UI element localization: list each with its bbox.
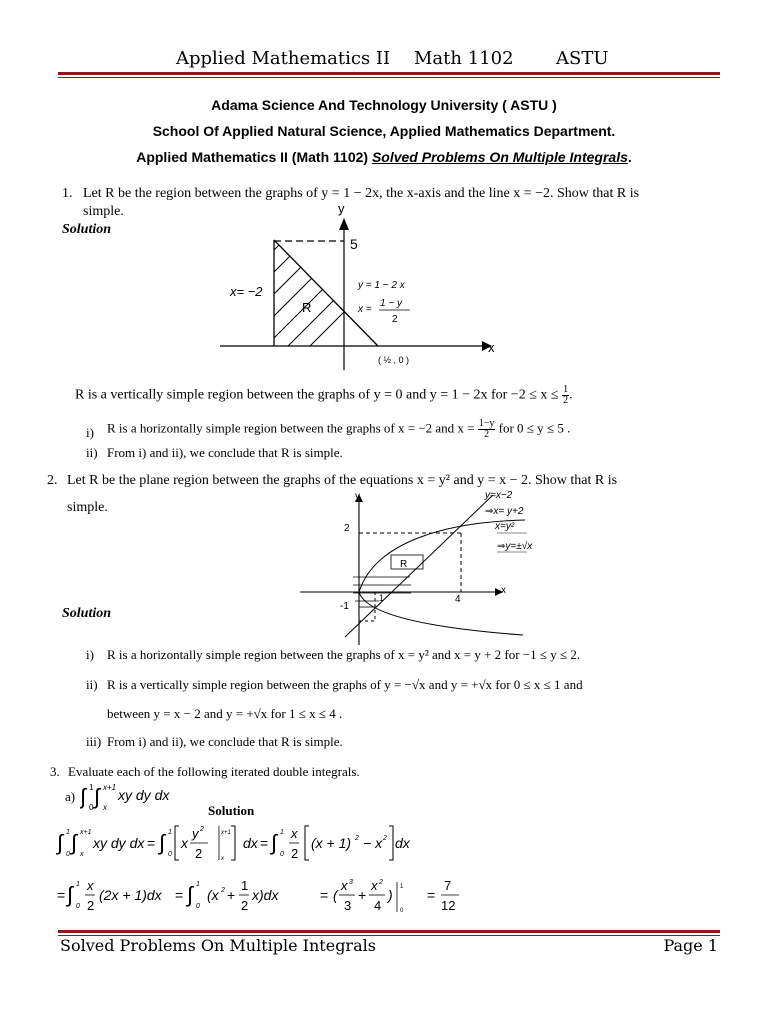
p1-graph-x-label: x bbox=[488, 340, 495, 355]
p1-number: 1. bbox=[62, 186, 73, 201]
p2-graph-eq1: y=x−2 bbox=[485, 490, 513, 501]
p1-item-ii: From i) and ii), we conclude that R is simple. bbox=[107, 445, 343, 460]
p1-solution-label: Solution bbox=[62, 222, 112, 237]
header-rule-thin bbox=[58, 77, 720, 78]
svg-text:∫: ∫ bbox=[67, 882, 74, 907]
svg-text:x: x bbox=[87, 878, 94, 893]
p3-working bbox=[55, 816, 475, 924]
svg-text:0: 0 bbox=[76, 903, 80, 910]
p1-graph-curve-eq2-den: 2 bbox=[392, 314, 398, 325]
svg-text:1: 1 bbox=[196, 881, 200, 888]
p2-statement-cont: simple. bbox=[67, 500, 108, 515]
title-course-line: Applied Mathematics II (Math 1102) Solved Problems On Multiple Integrals. bbox=[136, 149, 632, 165]
p1-graph-region-label: R bbox=[302, 300, 312, 315]
svg-text:∫: ∫ bbox=[71, 830, 78, 855]
svg-text:x: x bbox=[221, 856, 224, 862]
footer-title: Solved Problems On Multiple Integrals bbox=[60, 936, 376, 955]
svg-text:x: x bbox=[80, 851, 84, 858]
p2-graph-y-tick-bottom: -1 bbox=[340, 601, 349, 612]
p1-graph-y-tick: 5 bbox=[350, 236, 358, 252]
svg-text:x+1: x+1 bbox=[221, 830, 231, 836]
svg-text:(x + 1): (x + 1) bbox=[311, 835, 352, 851]
p3-integral bbox=[80, 780, 200, 814]
svg-text:=: = bbox=[320, 887, 329, 903]
p3-part-a-label: a) bbox=[65, 789, 76, 804]
p2-item-ii: R is a vertically simple region between the graphs of y = −√x and y = +√x for 0 ≤ x ≤ 1 and bbox=[107, 677, 583, 692]
p2-graph-eq2: ⇒x= y+2 bbox=[485, 506, 524, 517]
svg-text:∫: ∫ bbox=[94, 784, 101, 809]
svg-text:(x: (x bbox=[207, 887, 219, 903]
svg-text:3: 3 bbox=[344, 898, 352, 913]
svg-text:x+1: x+1 bbox=[80, 829, 92, 836]
svg-text:1: 1 bbox=[168, 829, 172, 836]
footer-rule-thick bbox=[58, 930, 720, 933]
p1-item-ii-label: ii) bbox=[86, 445, 98, 460]
p2-graph-eq3: x=y² bbox=[495, 521, 515, 532]
p1-graph-line-label: x= −2 bbox=[230, 284, 263, 299]
svg-text:2: 2 bbox=[87, 898, 95, 913]
header-code: Math 1102 bbox=[414, 48, 514, 69]
svg-text:0: 0 bbox=[280, 851, 284, 858]
p2-graph-region-label: R bbox=[400, 559, 408, 570]
p3-answer-den: 12 bbox=[441, 898, 456, 913]
svg-text:1: 1 bbox=[400, 884, 404, 890]
title-emphasis: Solved Problems On Multiple Integrals bbox=[371, 149, 628, 165]
p3-number: 3. bbox=[50, 764, 60, 779]
p2-item-ii-cont: between y = x − 2 and y = +√x for 1 ≤ x ≤ 4 . bbox=[107, 706, 343, 721]
svg-text:(2x + 1)dx: (2x + 1)dx bbox=[99, 887, 162, 903]
title-university: Adama Science And Technology University ( ASTU ) bbox=[211, 97, 557, 113]
p1-item-i-label: i) bbox=[86, 425, 94, 440]
svg-text:0: 0 bbox=[66, 851, 70, 858]
svg-text:2: 2 bbox=[379, 879, 383, 886]
p1-item-i: R is a horizontally simple region between the graphs of x = −2 and x = $\frac{1-y}{2}$ for 0 ≤ y ≤ 5 . bbox=[107, 418, 571, 440]
svg-text:2: 2 bbox=[291, 846, 299, 861]
header-rule-thick bbox=[58, 72, 720, 75]
svg-text:0: 0 bbox=[196, 903, 200, 910]
svg-text:1: 1 bbox=[280, 829, 284, 836]
svg-text:2: 2 bbox=[221, 887, 225, 894]
p2-item-i: R is a horizontally simple region between the graphs of x = y² and x = y + 2 for −1 ≤ y ≤ 2. bbox=[107, 647, 581, 662]
svg-text:x: x bbox=[181, 835, 188, 851]
svg-text:): ) bbox=[388, 887, 393, 903]
p2-graph-eq4: ⇒y=±√x bbox=[497, 541, 533, 552]
p2-graph-y-tick-top: 2 bbox=[344, 523, 350, 534]
p1-graph-curve-eq2-num: 1 − y bbox=[380, 298, 402, 309]
svg-text:+: + bbox=[227, 887, 236, 903]
svg-text:− x: − x bbox=[363, 835, 383, 851]
p3-answer-num: 7 bbox=[444, 878, 452, 893]
p1-item-i-frac: $\frac{1-y}{2}$ bbox=[478, 418, 495, 440]
p2-item-iii-label: iii) bbox=[86, 734, 102, 749]
p2-graph-x-tick: 4 bbox=[455, 594, 461, 605]
svg-text:∫: ∫ bbox=[159, 830, 166, 855]
svg-text:x: x bbox=[291, 826, 298, 841]
p1-statement-cont: simple. bbox=[83, 204, 124, 219]
p1-conclusion-frac: $\frac{1}{2}$ bbox=[563, 384, 569, 406]
p1-conclusion: R is a vertically simple region between the graphs of y = 0 and y = 1 − 2x for −2 ≤ x ≤ $\frac{1}{2}$ . bbox=[75, 384, 573, 406]
p2-graph-origin-tick: 1 bbox=[379, 593, 385, 603]
svg-text:3: 3 bbox=[349, 879, 353, 886]
footer-page: Page 1 bbox=[663, 936, 718, 955]
svg-text:x+1: x+1 bbox=[103, 783, 117, 792]
p1-graph-curve-eq1: y = 1 − 2 x bbox=[358, 280, 405, 291]
title-school: School Of Applied Natural Science, Applied Mathematics Department. bbox=[152, 123, 616, 139]
svg-text:+: + bbox=[358, 887, 367, 903]
svg-text:1: 1 bbox=[66, 829, 70, 836]
p1-graph-curve-eq2-lhs: x = bbox=[358, 304, 372, 315]
svg-text:2: 2 bbox=[195, 846, 203, 861]
svg-text:2: 2 bbox=[200, 826, 204, 833]
svg-text:2: 2 bbox=[355, 835, 359, 842]
header-course: Applied Mathematics II bbox=[176, 48, 391, 69]
svg-text:dx: dx bbox=[395, 835, 410, 851]
p2-solution-label: Solution bbox=[62, 606, 112, 621]
p2-graph-y-label: y bbox=[355, 491, 360, 502]
svg-text:0: 0 bbox=[168, 851, 172, 858]
svg-text:2: 2 bbox=[383, 835, 387, 842]
p2-number: 2. bbox=[47, 473, 58, 488]
p2-item-i-label: i) bbox=[86, 647, 94, 662]
p1-statement: Let R be the region between the graphs of y = 1 − 2x, the x-axis and the line x = −2. Show that R is bbox=[83, 186, 640, 201]
p1-graph-y-label: y bbox=[338, 201, 345, 216]
svg-text:=: = bbox=[427, 887, 436, 903]
svg-text:=: = bbox=[57, 887, 66, 903]
p2-item-iii: From i) and ii), we conclude that R is simple. bbox=[107, 734, 343, 749]
svg-text:x)dx: x)dx bbox=[252, 887, 279, 903]
svg-text:∫: ∫ bbox=[80, 784, 87, 809]
p1-graph bbox=[220, 200, 520, 370]
p2-graph bbox=[295, 487, 565, 647]
svg-text:=: = bbox=[260, 835, 269, 851]
p2-statement: Let R be the plane region between the graphs of the equations x = y² and y = x − 2. Show that R is bbox=[67, 473, 618, 488]
p2-item-ii-label: ii) bbox=[86, 677, 98, 692]
svg-text:2: 2 bbox=[241, 898, 249, 913]
svg-text:=: = bbox=[175, 887, 184, 903]
svg-text:4: 4 bbox=[374, 898, 382, 913]
svg-text:∫: ∫ bbox=[57, 830, 64, 855]
svg-text:1: 1 bbox=[241, 878, 249, 893]
svg-text:0: 0 bbox=[400, 908, 404, 914]
svg-text:dx: dx bbox=[243, 835, 258, 851]
svg-text:xy dy dx: xy dy dx bbox=[118, 787, 170, 803]
p2-graph-x-label: x bbox=[501, 585, 506, 596]
p1-graph-point: ( ½ , 0 ) bbox=[378, 355, 410, 365]
svg-text:y: y bbox=[192, 826, 199, 841]
p3-statement: Evaluate each of the following iterated double integrals. bbox=[68, 764, 360, 779]
svg-text:1: 1 bbox=[89, 783, 94, 792]
header-school: ASTU bbox=[556, 48, 609, 69]
svg-text:∫: ∫ bbox=[271, 830, 278, 855]
svg-text:1: 1 bbox=[76, 881, 80, 888]
svg-text:=: = bbox=[147, 835, 156, 851]
svg-text:x: x bbox=[103, 803, 107, 812]
svg-text:x: x bbox=[371, 878, 378, 893]
svg-text:xy dy dx: xy dy dx bbox=[93, 835, 145, 851]
svg-text:∫: ∫ bbox=[187, 882, 194, 907]
svg-text:(: ( bbox=[333, 887, 338, 903]
p3-solution-label: Solution bbox=[208, 803, 255, 818]
svg-text:0: 0 bbox=[89, 803, 94, 812]
svg-text:x: x bbox=[341, 878, 348, 893]
